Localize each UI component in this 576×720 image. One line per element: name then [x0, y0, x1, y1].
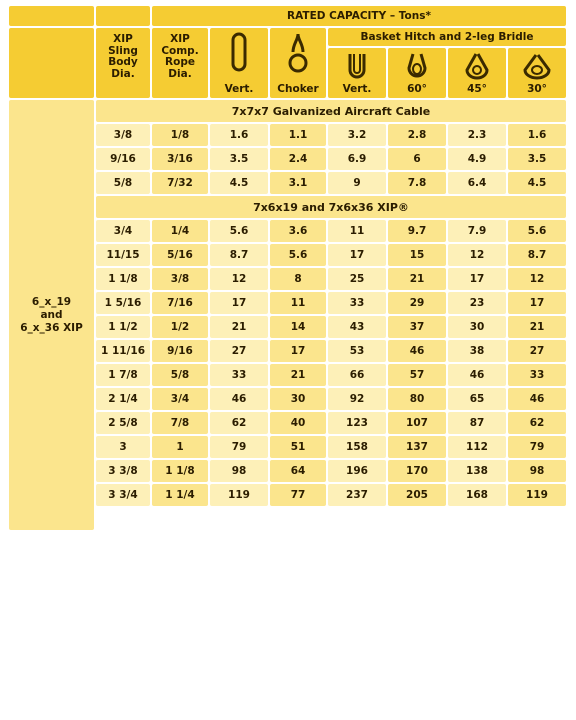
col-vertical	[210, 28, 268, 98]
table-cell: 5/8	[96, 172, 150, 194]
table-cell: 3 3/4	[96, 484, 150, 506]
table-cell: 3/16	[152, 148, 208, 170]
table-cell: 17	[508, 292, 566, 314]
basket-group	[328, 28, 566, 98]
table-cell: 65	[448, 388, 506, 410]
table-cell: 21	[388, 268, 446, 290]
table-cell: 11	[270, 292, 326, 314]
table-cell: 64	[270, 460, 326, 482]
col-sling-body-dia: XIP Sling Body Dia.	[96, 28, 150, 98]
table-cell: 46	[388, 340, 446, 362]
table-cell: 12	[210, 268, 268, 290]
table-cell: 77	[270, 484, 326, 506]
table-cell: 46	[508, 388, 566, 410]
corner-cell-2	[96, 6, 150, 26]
label-vert: Vert.	[224, 83, 254, 95]
table-cell: 40	[270, 412, 326, 434]
section-title: 7x6x19 and 7x6x36 XIP®	[96, 196, 566, 218]
table-cell: 4.5	[508, 172, 566, 194]
table-cell: 15	[388, 244, 446, 266]
table-cell: 21	[270, 364, 326, 386]
table-cell: 1.6	[210, 124, 268, 146]
table-cell: 5.6	[508, 220, 566, 242]
table-cell: 5/16	[152, 244, 208, 266]
table-cell: 21	[508, 316, 566, 338]
table-cell: 5.6	[210, 220, 268, 242]
col-choker	[270, 28, 326, 98]
table-cell: 1 7/8	[96, 364, 150, 386]
label-basket-vert: Vert.	[342, 83, 372, 95]
table-cell: 12	[448, 244, 506, 266]
table-cell: 1/2	[152, 316, 208, 338]
col-basket-30	[508, 48, 566, 98]
label-45: 45°	[467, 83, 487, 95]
table-cell: 33	[508, 364, 566, 386]
table-cell: 62	[210, 412, 268, 434]
table-cell: 196	[328, 460, 386, 482]
table-cell: 92	[328, 388, 386, 410]
table-cell: 3.1	[270, 172, 326, 194]
table-cell: 87	[448, 412, 506, 434]
table-cell: 3/8	[152, 268, 208, 290]
table-cell: 9/16	[152, 340, 208, 362]
side-label	[9, 100, 94, 530]
table-cell: 3.5	[508, 148, 566, 170]
table-cell: 3.2	[328, 124, 386, 146]
table-cell: 8.7	[508, 244, 566, 266]
basket-vertical-icon	[345, 52, 369, 80]
table-cell: 9	[328, 172, 386, 194]
basket-45-degree-icon	[464, 52, 490, 80]
table-cell: 3/8	[96, 124, 150, 146]
basket-hitch-title: Basket Hitch and 2-leg Bridle	[328, 28, 566, 46]
table-cell: 119	[210, 484, 268, 506]
label-30: 30°	[527, 83, 547, 95]
side-label-line-2: and	[40, 308, 63, 321]
table-cell: 107	[388, 412, 446, 434]
table-cell: 5.6	[270, 244, 326, 266]
table-cell: 1 1/2	[96, 316, 150, 338]
table-cell: 33	[328, 292, 386, 314]
table-cell: 205	[388, 484, 446, 506]
table-cell: 1	[152, 436, 208, 458]
table-cell: 6.9	[328, 148, 386, 170]
table-cell: 2.8	[388, 124, 446, 146]
col-basket-45	[448, 48, 506, 98]
table-cell: 27	[508, 340, 566, 362]
label-choker: Choker	[277, 83, 319, 95]
table-cell: 3.5	[210, 148, 268, 170]
table-cell: 25	[328, 268, 386, 290]
side-label-line-3: 6_x_36 XIP	[20, 321, 83, 334]
table-cell: 7.8	[388, 172, 446, 194]
rated-capacity-title: RATED CAPACITY – Tons*	[152, 6, 566, 26]
label-60: 60°	[407, 83, 427, 95]
table-cell: 158	[328, 436, 386, 458]
table-cell: 9/16	[96, 148, 150, 170]
table-cell: 7/32	[152, 172, 208, 194]
table-cell: 4.9	[448, 148, 506, 170]
col-basket-vertical	[328, 48, 386, 98]
table-cell: 137	[388, 436, 446, 458]
table-cell: 3 3/8	[96, 460, 150, 482]
table-cell: 30	[270, 388, 326, 410]
table-cell: 7.9	[448, 220, 506, 242]
table-cell: 8.7	[210, 244, 268, 266]
table-cell: 57	[388, 364, 446, 386]
table-cell: 21	[210, 316, 268, 338]
table-cell: 46	[210, 388, 268, 410]
table-cell: 17	[210, 292, 268, 314]
section-title: 7x7x7 Galvanized Aircraft Cable	[96, 100, 566, 122]
table-cell: 1 11/16	[96, 340, 150, 362]
table-cell: 4.5	[210, 172, 268, 194]
table-cell: 98	[508, 460, 566, 482]
table-cell: 9.7	[388, 220, 446, 242]
table-cell: 46	[448, 364, 506, 386]
col-basket-60	[388, 48, 446, 98]
table-cell: 62	[508, 412, 566, 434]
table-cell: 17	[448, 268, 506, 290]
table-cell: 237	[328, 484, 386, 506]
table-cell: 1/4	[152, 220, 208, 242]
table-cell: 168	[448, 484, 506, 506]
table-cell: 7/8	[152, 412, 208, 434]
table-cell: 1 1/8	[152, 460, 208, 482]
table-cell: 2 5/8	[96, 412, 150, 434]
table-cell: 1 1/4	[152, 484, 208, 506]
side-label-line-1: 6_x_19	[31, 295, 72, 308]
table-cell: 17	[270, 340, 326, 362]
table-cell: 1 1/8	[96, 268, 150, 290]
table-cell: 23	[448, 292, 506, 314]
table-cell: 138	[448, 460, 506, 482]
table-cell: 11/15	[96, 244, 150, 266]
table-cell: 6	[388, 148, 446, 170]
table-cell: 1.1	[270, 124, 326, 146]
table-cell: 119	[508, 484, 566, 506]
table-cell: 170	[388, 460, 446, 482]
table-cell: 14	[270, 316, 326, 338]
table-cell: 5/8	[152, 364, 208, 386]
table-cell: 8	[270, 268, 326, 290]
table-cell: 12	[508, 268, 566, 290]
table-cell: 51	[270, 436, 326, 458]
table-cell: 79	[210, 436, 268, 458]
table-cell: 6.4	[448, 172, 506, 194]
table-cell: 123	[328, 412, 386, 434]
table-cell: 43	[328, 316, 386, 338]
table-cell: 27	[210, 340, 268, 362]
table-cell: 1/8	[152, 124, 208, 146]
table-cell: 3.6	[270, 220, 326, 242]
table-cell: 2.4	[270, 148, 326, 170]
table-cell: 33	[210, 364, 268, 386]
table-cell: 11	[328, 220, 386, 242]
corner-cell	[9, 6, 94, 26]
corner-cell-3	[9, 28, 94, 98]
table-cell: 2 1/4	[96, 388, 150, 410]
table-cell: 1.6	[508, 124, 566, 146]
table-cell: 79	[508, 436, 566, 458]
table-cell: 7/16	[152, 292, 208, 314]
table-cell: 98	[210, 460, 268, 482]
table-cell: 80	[388, 388, 446, 410]
table-cell: 2.3	[448, 124, 506, 146]
table-cell: 17	[328, 244, 386, 266]
choker-sling-icon	[287, 32, 309, 74]
basket-30-degree-icon	[523, 52, 551, 80]
table-cell: 29	[388, 292, 446, 314]
col-comp-rope-dia: XIP Comp. Rope Dia.	[152, 28, 208, 98]
vertical-sling-icon	[229, 32, 249, 72]
table-cell: 30	[448, 316, 506, 338]
table-cell: 66	[328, 364, 386, 386]
table-cell: 3/4	[152, 388, 208, 410]
basket-60-degree-icon	[405, 52, 429, 80]
table-cell: 38	[448, 340, 506, 362]
table-cell: 3	[96, 436, 150, 458]
rated-capacity-table	[9, 6, 562, 530]
table-cell: 1 5/16	[96, 292, 150, 314]
table-cell: 112	[448, 436, 506, 458]
table-cell: 53	[328, 340, 386, 362]
table-cell: 37	[388, 316, 446, 338]
table-cell: 3/4	[96, 220, 150, 242]
